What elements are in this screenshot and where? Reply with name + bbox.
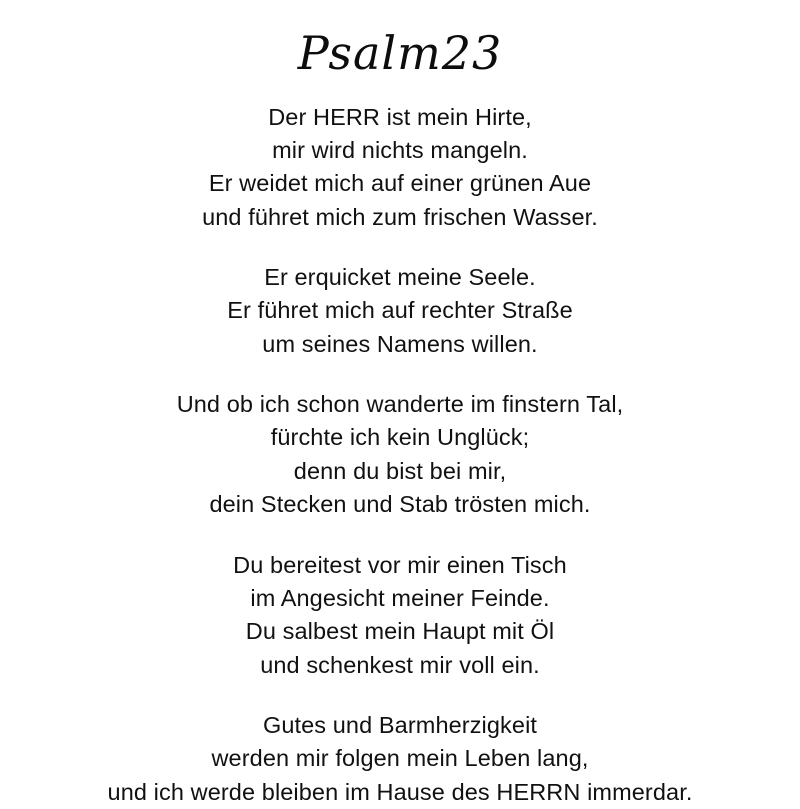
stanza — [108, 709, 693, 809]
poem-line: und schenkest mir voll ein. — [260, 651, 540, 678]
poem-line: Du bereitest vor mir einen Tisch — [233, 551, 567, 578]
psalm-text — [108, 101, 693, 809]
poem-line: dein Stecken und Stab trösten mich. — [209, 491, 591, 518]
page-title: Psalm23 — [297, 26, 503, 80]
poem-line: Der HERR ist mein Hirte, — [268, 103, 532, 130]
poem-line: Du salbest mein Haupt mit Öl — [245, 618, 555, 645]
poem-line: fürchte ich kein Unglück; — [270, 424, 530, 451]
stanza — [108, 549, 693, 682]
stanza — [108, 261, 693, 361]
poem-line: denn du bist bei mir, — [293, 457, 507, 484]
stanza — [108, 388, 693, 521]
poem-line: im Angesicht meiner Feinde. — [250, 584, 550, 611]
poem-line: Gutes und Barmherzigkeit — [262, 711, 538, 738]
poem-line: Und ob ich schon wanderte im finstern Tal, — [176, 391, 624, 418]
poem-line: Er weidet mich auf einer grünen Aue — [208, 170, 592, 197]
poem-line: mir wird nichts mangeln. — [272, 136, 528, 163]
poem-line: und ich werde bleiben im Hause des HERRN immerdar. — [107, 778, 693, 805]
poem-line: werden mir folgen mein Leben lang, — [211, 745, 589, 772]
poem-line: Er führet mich auf rechter Straße — [227, 297, 573, 324]
stanza — [108, 101, 693, 234]
poem-line: Er erquicket meine Seele. — [264, 264, 536, 291]
poem-line: um seines Namens willen. — [262, 330, 538, 357]
poem-line: und führet mich zum frischen Wasser. — [202, 203, 598, 230]
